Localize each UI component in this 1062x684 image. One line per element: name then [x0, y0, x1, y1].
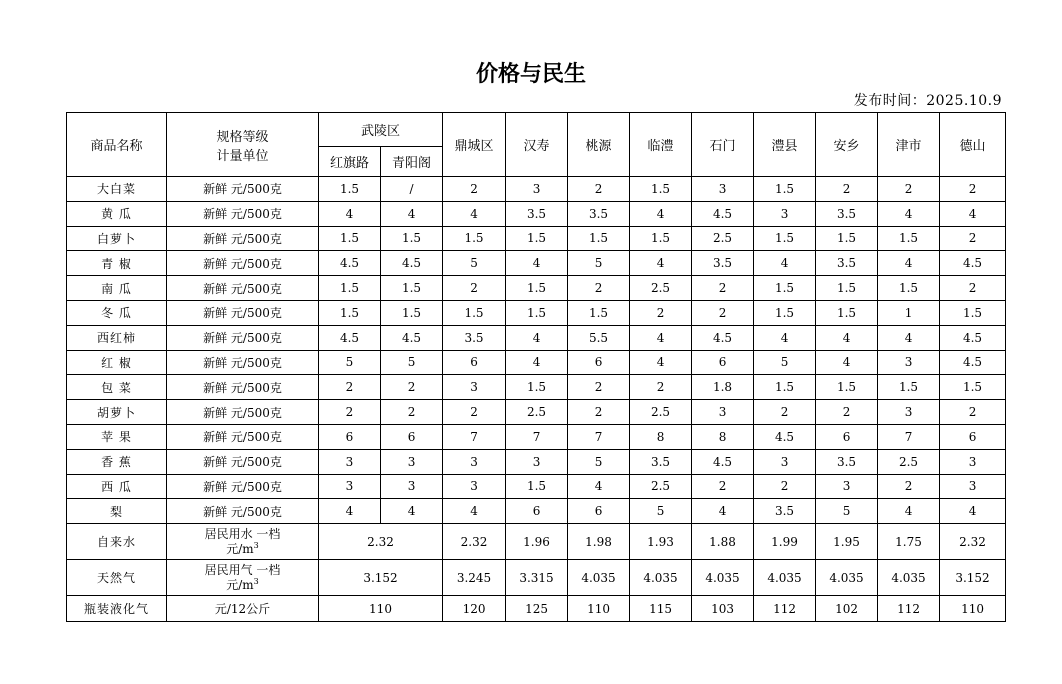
price-cell: 4 — [940, 201, 1006, 226]
product-name: 大白菜 — [67, 177, 167, 202]
price-cell: 3.245 — [443, 560, 506, 596]
price-cell: 112 — [754, 596, 816, 622]
price-cell: 2 — [319, 400, 381, 425]
price-cell: 2 — [381, 375, 443, 400]
utility-spec-unit: 元/m — [226, 577, 254, 592]
header-district: 澧县 — [754, 113, 816, 177]
price-cell: 1 — [878, 300, 940, 325]
product-spec: 新鲜 元/500克 — [167, 424, 319, 449]
price-cell: 2 — [692, 276, 754, 301]
product-name: 白萝卜 — [67, 226, 167, 251]
price-cell: 1.5 — [319, 226, 381, 251]
price-cell: 1.5 — [878, 375, 940, 400]
price-cell: 4 — [692, 499, 754, 524]
product-name: 西 瓜 — [67, 474, 167, 499]
header-district: 桃源 — [568, 113, 630, 177]
product-name: 青 椒 — [67, 251, 167, 276]
price-cell: 3 — [381, 449, 443, 474]
price-cell: 6 — [568, 499, 630, 524]
utility-spec: 元/12公斤 — [167, 596, 319, 622]
price-cell: 2 — [568, 400, 630, 425]
price-cell: 112 — [878, 596, 940, 622]
product-spec: 新鲜 元/500克 — [167, 325, 319, 350]
price-cell: 3.315 — [506, 560, 568, 596]
price-cell: 3 — [878, 350, 940, 375]
price-cell: 2 — [443, 177, 506, 202]
price-cell: 3 — [506, 177, 568, 202]
price-cell: 5 — [319, 350, 381, 375]
price-cell: 3.152 — [940, 560, 1006, 596]
price-cell: 4 — [381, 499, 443, 524]
utility-spec-unit-line — [167, 542, 318, 557]
price-cell: 1.99 — [754, 524, 816, 560]
product-name: 西红柿 — [67, 325, 167, 350]
product-spec: 新鲜 元/500克 — [167, 276, 319, 301]
price-cell: 3 — [940, 449, 1006, 474]
product-name: 胡萝卜 — [67, 400, 167, 425]
utility-spec-line1: 居民用水 一档 — [204, 526, 281, 541]
price-cell: 4.5 — [319, 251, 381, 276]
header-district: 临澧 — [630, 113, 692, 177]
table-row — [67, 300, 1006, 325]
price-cell: 1.5 — [381, 226, 443, 251]
header-spec-line2: 计量单位 — [216, 148, 269, 164]
price-cell: 103 — [692, 596, 754, 622]
product-spec: 新鲜 元/500克 — [167, 177, 319, 202]
price-cell: 4 — [443, 201, 506, 226]
price-cell: 3 — [443, 375, 506, 400]
product-spec: 新鲜 元/500克 — [167, 251, 319, 276]
price-cell: 3.5 — [816, 449, 878, 474]
price-cell: 4 — [754, 325, 816, 350]
price-cell: 4 — [878, 499, 940, 524]
price-cell: 3 — [754, 201, 816, 226]
price-cell: 1.5 — [630, 177, 692, 202]
price-cell: 1.5 — [319, 177, 381, 202]
price-cell: 1.5 — [940, 300, 1006, 325]
product-name: 黄 瓜 — [67, 201, 167, 226]
header-district: 石门 — [692, 113, 754, 177]
price-cell: 1.5 — [754, 375, 816, 400]
utility-spec-unit: 元/m — [226, 541, 254, 556]
product-name: 香 蕉 — [67, 449, 167, 474]
price-cell: 1.95 — [816, 524, 878, 560]
price-cell: 4 — [506, 251, 568, 276]
publish-date: 发布时间：2025.10.9 — [853, 93, 1002, 109]
price-cell: 5.5 — [568, 325, 630, 350]
product-spec: 新鲜 元/500克 — [167, 474, 319, 499]
price-cell: 4 — [878, 251, 940, 276]
product-spec: 新鲜 元/500克 — [167, 375, 319, 400]
product-name: 包 菜 — [67, 375, 167, 400]
header-district: 津市 — [878, 113, 940, 177]
price-cell: 3 — [506, 449, 568, 474]
price-cell: 125 — [506, 596, 568, 622]
price-cell: 3.5 — [443, 325, 506, 350]
price-cell: 6 — [381, 424, 443, 449]
price-cell: 115 — [630, 596, 692, 622]
price-cell: 6 — [443, 350, 506, 375]
product-name: 梨 — [67, 499, 167, 524]
price-cell: 4.5 — [319, 325, 381, 350]
table-row — [67, 560, 1006, 596]
price-cell: 4.5 — [692, 325, 754, 350]
price-cell: / — [381, 177, 443, 202]
price-cell: 4.5 — [940, 251, 1006, 276]
price-cell: 4 — [940, 499, 1006, 524]
price-cell: 8 — [630, 424, 692, 449]
product-name: 冬 瓜 — [67, 300, 167, 325]
header-spec-line1: 规格等级 — [216, 129, 269, 145]
price-cell: 4.5 — [692, 201, 754, 226]
header-hongqilu: 红旗路 — [319, 147, 381, 177]
utility-rows — [67, 524, 1006, 622]
price-cell: 2 — [940, 276, 1006, 301]
utility-spec-superscript: 3 — [253, 576, 259, 586]
product-name: 苹 果 — [67, 424, 167, 449]
price-cell: 1.5 — [754, 276, 816, 301]
header-wuling: 武陵区 — [319, 113, 443, 147]
header-qingyangge: 青阳阁 — [381, 147, 443, 177]
price-table — [66, 112, 1006, 622]
price-cell: 3.5 — [568, 201, 630, 226]
price-cell: 2 — [568, 375, 630, 400]
price-cell: 2 — [816, 400, 878, 425]
price-cell: 4 — [878, 325, 940, 350]
price-cell: 1.5 — [754, 226, 816, 251]
price-cell: 2 — [381, 400, 443, 425]
price-cell: 6 — [568, 350, 630, 375]
price-cell: 2.32 — [443, 524, 506, 560]
price-cell: 2.5 — [692, 226, 754, 251]
price-cell: 5 — [568, 449, 630, 474]
price-cell: 4 — [816, 350, 878, 375]
wuling-price-cell: 110 — [319, 596, 443, 622]
price-cell: 2 — [630, 375, 692, 400]
price-cell: 4.5 — [940, 325, 1006, 350]
table-row — [67, 350, 1006, 375]
price-cell: 6 — [940, 424, 1006, 449]
price-cell: 2 — [754, 474, 816, 499]
product-name: 南 瓜 — [67, 276, 167, 301]
price-cell: 2 — [816, 177, 878, 202]
price-cell: 1.5 — [568, 226, 630, 251]
price-cell: 2 — [878, 474, 940, 499]
price-cell: 2 — [878, 177, 940, 202]
price-cell: 5 — [568, 251, 630, 276]
price-cell: 5 — [443, 251, 506, 276]
price-cell: 3 — [754, 449, 816, 474]
table-row — [67, 424, 1006, 449]
table-row — [67, 276, 1006, 301]
price-cell: 4 — [630, 350, 692, 375]
price-cell: 4 — [816, 325, 878, 350]
price-cell: 4.5 — [940, 350, 1006, 375]
price-cell: 2.5 — [630, 400, 692, 425]
price-cell: 3 — [940, 474, 1006, 499]
price-cell: 4.5 — [754, 424, 816, 449]
price-cell: 4 — [506, 325, 568, 350]
price-cell: 4 — [506, 350, 568, 375]
table-row — [67, 177, 1006, 202]
price-cell: 2 — [692, 474, 754, 499]
price-cell: 4 — [319, 499, 381, 524]
table-row — [67, 226, 1006, 251]
price-cell: 4 — [568, 474, 630, 499]
price-cell: 5 — [754, 350, 816, 375]
price-cell: 1.5 — [816, 226, 878, 251]
price-cell: 1.93 — [630, 524, 692, 560]
price-cell: 5 — [630, 499, 692, 524]
price-cell: 110 — [940, 596, 1006, 622]
price-cell: 1.5 — [816, 276, 878, 301]
utility-spec-superscript: 3 — [253, 540, 259, 550]
price-cell: 8 — [692, 424, 754, 449]
table-row — [67, 375, 1006, 400]
price-cell: 7 — [506, 424, 568, 449]
price-cell: 4.035 — [568, 560, 630, 596]
utility-spec — [167, 560, 319, 596]
price-cell: 4 — [630, 201, 692, 226]
price-cell: 6 — [319, 424, 381, 449]
price-cell: 2 — [754, 400, 816, 425]
price-cell: 1.5 — [878, 226, 940, 251]
price-cell: 4.035 — [630, 560, 692, 596]
price-cell: 7 — [443, 424, 506, 449]
price-cell: 4 — [443, 499, 506, 524]
header-district: 安乡 — [816, 113, 878, 177]
table-row — [67, 474, 1006, 499]
price-cell: 2 — [940, 226, 1006, 251]
price-cell: 4.035 — [878, 560, 940, 596]
price-cell: 2 — [568, 177, 630, 202]
price-cell: 110 — [568, 596, 630, 622]
wuling-price-cell: 2.32 — [319, 524, 443, 560]
price-cell: 4 — [630, 325, 692, 350]
header-product-name: 商品名称 — [67, 113, 167, 177]
price-cell: 1.5 — [381, 276, 443, 301]
table-row — [67, 524, 1006, 560]
table-row — [67, 325, 1006, 350]
product-spec: 新鲜 元/500克 — [167, 226, 319, 251]
price-cell: 1.5 — [443, 226, 506, 251]
price-cell: 1.88 — [692, 524, 754, 560]
price-cell: 1.5 — [506, 276, 568, 301]
utility-spec — [167, 524, 319, 560]
price-cell: 1.5 — [568, 300, 630, 325]
price-cell: 2 — [568, 276, 630, 301]
product-spec: 新鲜 元/500克 — [167, 350, 319, 375]
price-cell: 2.5 — [878, 449, 940, 474]
price-cell: 3.5 — [816, 251, 878, 276]
price-cell: 2 — [940, 400, 1006, 425]
price-cell: 1.5 — [506, 474, 568, 499]
price-cell: 4 — [381, 201, 443, 226]
price-cell: 1.5 — [506, 226, 568, 251]
header-district: 德山 — [940, 113, 1006, 177]
price-cell: 1.96 — [506, 524, 568, 560]
product-spec: 新鲜 元/500克 — [167, 201, 319, 226]
price-cell: 2.5 — [630, 276, 692, 301]
utility-spec-unit-line — [167, 578, 318, 593]
price-cell: 1.5 — [506, 375, 568, 400]
price-cell: 1.5 — [443, 300, 506, 325]
price-cell: 7 — [878, 424, 940, 449]
price-cell: 1.5 — [754, 177, 816, 202]
price-cell: 1.5 — [319, 300, 381, 325]
price-cell: 2 — [443, 276, 506, 301]
price-cell: 2 — [692, 300, 754, 325]
price-cell: 3.5 — [816, 201, 878, 226]
table-row — [67, 449, 1006, 474]
table-header — [67, 113, 1006, 177]
price-cell: 3 — [692, 400, 754, 425]
header-district: 鼎城区 — [443, 113, 506, 177]
wuling-price-cell: 3.152 — [319, 560, 443, 596]
product-name: 红 椒 — [67, 350, 167, 375]
price-cell: 3 — [692, 177, 754, 202]
price-cell: 2 — [319, 375, 381, 400]
price-cell: 1.5 — [630, 226, 692, 251]
price-cell: 5 — [816, 499, 878, 524]
price-cell: 7 — [568, 424, 630, 449]
price-cell: 3 — [319, 449, 381, 474]
price-cell: 3 — [381, 474, 443, 499]
price-cell: 3 — [816, 474, 878, 499]
price-cell: 4 — [754, 251, 816, 276]
price-cell: 2 — [630, 300, 692, 325]
price-cell: 1.5 — [506, 300, 568, 325]
price-cell: 1.5 — [878, 276, 940, 301]
price-cell: 1.75 — [878, 524, 940, 560]
price-cell: 1.98 — [568, 524, 630, 560]
price-cell: 3.5 — [754, 499, 816, 524]
table-row — [67, 251, 1006, 276]
price-cell: 2 — [443, 400, 506, 425]
price-cell: 3.5 — [630, 449, 692, 474]
price-cell: 1.5 — [816, 300, 878, 325]
price-cell: 5 — [381, 350, 443, 375]
page-title: 价格与民生 — [475, 62, 586, 87]
header-spec — [167, 113, 319, 177]
price-cell: 1.5 — [816, 375, 878, 400]
price-cell: 2.5 — [630, 474, 692, 499]
table-row — [67, 400, 1006, 425]
product-spec: 新鲜 元/500克 — [167, 499, 319, 524]
price-cell: 4.5 — [381, 251, 443, 276]
price-cell: 2 — [940, 177, 1006, 202]
price-cell: 1.5 — [319, 276, 381, 301]
utility-name: 天然气 — [67, 560, 167, 596]
price-cell: 4 — [630, 251, 692, 276]
price-cell: 1.5 — [940, 375, 1006, 400]
price-cell: 4.5 — [381, 325, 443, 350]
price-cell: 3 — [319, 474, 381, 499]
price-cell: 2.5 — [506, 400, 568, 425]
price-cell: 6 — [506, 499, 568, 524]
price-cell: 3.5 — [506, 201, 568, 226]
price-cell: 4.5 — [692, 449, 754, 474]
price-cell: 3 — [878, 400, 940, 425]
price-cell: 2.32 — [940, 524, 1006, 560]
price-cell: 102 — [816, 596, 878, 622]
utility-name: 自来水 — [67, 524, 167, 560]
price-cell: 6 — [816, 424, 878, 449]
table-row — [67, 201, 1006, 226]
header-district: 汉寿 — [506, 113, 568, 177]
price-cell: 1.5 — [381, 300, 443, 325]
product-spec: 新鲜 元/500克 — [167, 300, 319, 325]
price-cell: 4.035 — [692, 560, 754, 596]
price-cell: 4 — [878, 201, 940, 226]
price-cell: 6 — [692, 350, 754, 375]
table-row — [67, 596, 1006, 622]
product-spec: 新鲜 元/500克 — [167, 400, 319, 425]
utility-spec-line1: 居民用气 一档 — [204, 562, 281, 577]
price-cell: 4.035 — [816, 560, 878, 596]
price-cell: 3.5 — [692, 251, 754, 276]
price-cell: 3 — [443, 449, 506, 474]
price-cell: 120 — [443, 596, 506, 622]
price-cell: 1.5 — [754, 300, 816, 325]
produce-rows — [67, 177, 1006, 524]
price-cell: 4 — [319, 201, 381, 226]
product-spec: 新鲜 元/500克 — [167, 449, 319, 474]
price-cell: 4.035 — [754, 560, 816, 596]
table-row — [67, 499, 1006, 524]
utility-name: 瓶装液化气 — [67, 596, 167, 622]
price-cell: 3 — [443, 474, 506, 499]
price-cell: 1.8 — [692, 375, 754, 400]
